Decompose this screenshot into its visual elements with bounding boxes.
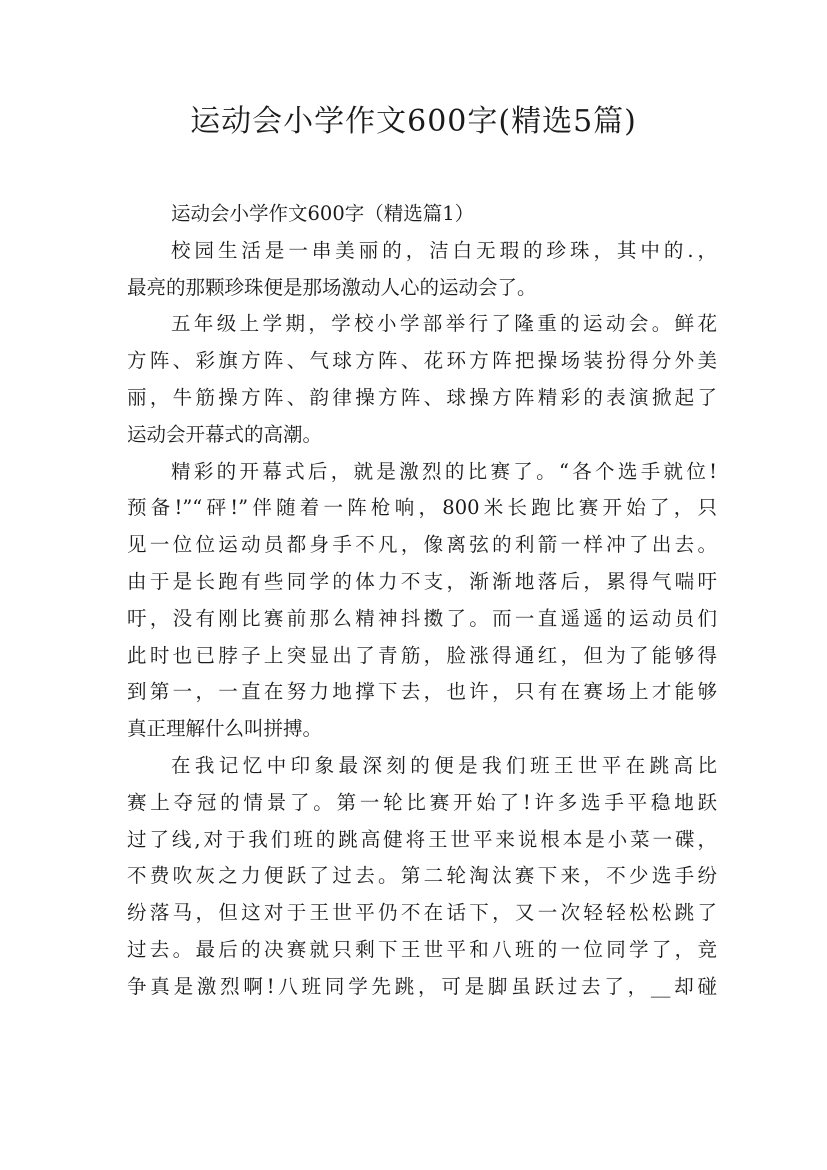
text-line: 过去。最后的决赛就只剩下王世平和八班的一位同学了，竞 xyxy=(127,937,717,961)
paragraph-1 xyxy=(127,233,717,307)
text-line: 赛上夺冠的情景了。第一轮比赛开始了!许多选手平稳地跃 xyxy=(127,790,717,814)
text-line: 精彩的开幕式后，就是激烈的比赛了。“各个选手就位! xyxy=(171,459,717,483)
text-line: 最亮的那颗珍珠便是那场激动人心的运动会了。 xyxy=(127,275,537,299)
text-line: 真正理解什么叫拼搏。 xyxy=(127,717,323,741)
text-line: 丽，牛筋操方阵、韵律操方阵、球操方阵精彩的表演掀起了 xyxy=(127,385,717,409)
text-line: 过了线,对于我们班的跳高健将王世平来说根本是小菜一碟， xyxy=(127,827,717,851)
text-line: 预备!”“砰!”伴随着一阵枪响，800米长跑比赛开始了，只 xyxy=(127,496,717,520)
text-line: 见一位位运动员都身手不凡，像离弦的利箭一样冲了出去。 xyxy=(127,533,717,557)
text-line: 由于是长跑有些同学的体力不支，渐渐地落后，累得气喘吁 xyxy=(127,569,717,593)
section-subtitle: 运动会小学作文600字（精选篇1） xyxy=(171,202,475,225)
text-line: 吁，没有刚比赛前那么精神抖擞了。而一直遥遥的运动员们 xyxy=(127,606,717,630)
paragraph-4 xyxy=(127,748,717,1006)
text-line: 此时也已脖子上突显出了青筋，脸涨得通红，但为了能够得 xyxy=(127,643,717,667)
text-line: 方阵、彩旗方阵、气球方阵、花环方阵把操场装扮得分外美 xyxy=(127,349,717,373)
document-title: 运动会小学作文600字(精选5篇) xyxy=(190,104,637,139)
text-line: 到第一，一直在努力地撑下去，也许，只有在赛场上才能够 xyxy=(127,680,717,704)
document-body xyxy=(127,196,717,1006)
text-line: 运动会开幕式的高潮。 xyxy=(127,422,323,446)
text-line: 在我记忆中印象最深刻的便是我们班王世平在跳高比 xyxy=(171,753,717,777)
text-line: 争真是激烈啊!八班同学先跳，可是脚虽跃过去了，__却碰 xyxy=(127,974,717,998)
paragraph-3 xyxy=(127,454,717,748)
text-line: 纷落马，但这对于王世平仍不在话下，又一次轻轻松松跳了 xyxy=(127,901,717,925)
paragraph-2 xyxy=(127,306,717,453)
text-line: 五年级上学期，学校小学部举行了隆重的运动会。鲜花 xyxy=(171,312,717,336)
text-line: 校园生活是一串美丽的，洁白无瑕的珍珠，其中的.， xyxy=(171,238,717,262)
text-line: 不费吹灰之力便跃了过去。第二轮淘汰赛下来，不少选手纷 xyxy=(127,864,717,888)
